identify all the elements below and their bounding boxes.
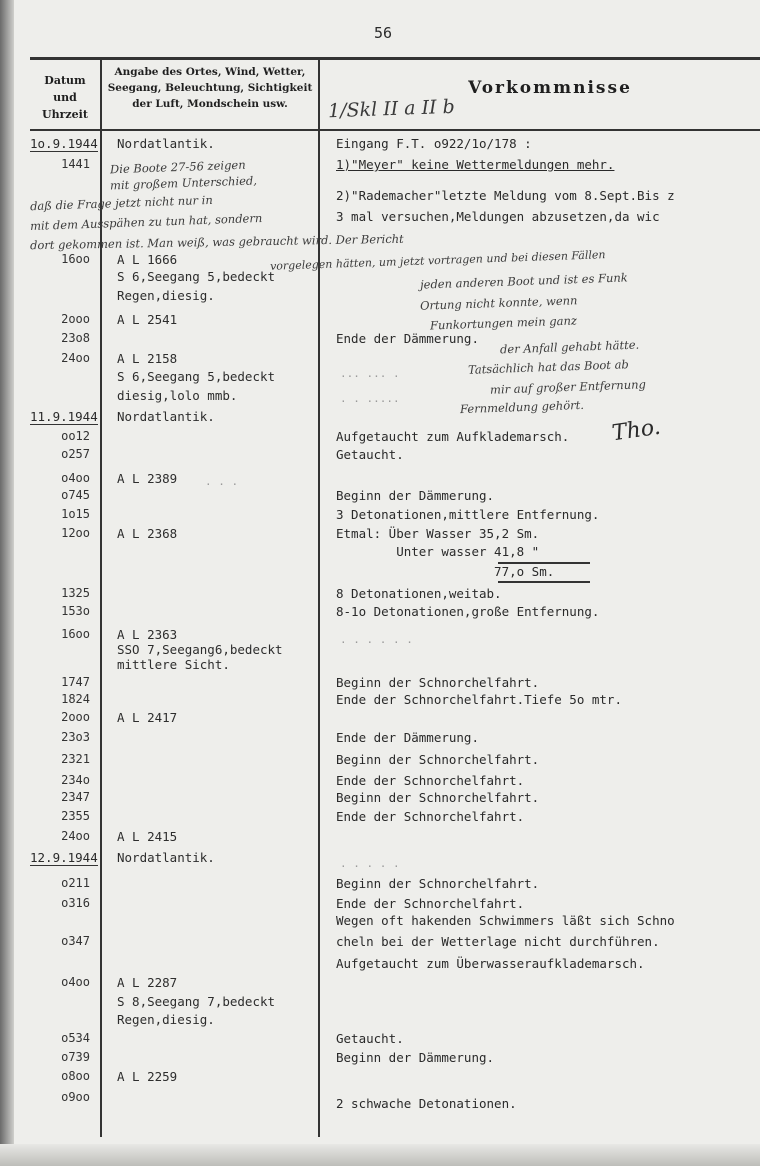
log-row — [0, 447, 760, 464]
row-time: o8oo — [61, 1069, 90, 1083]
row-time: 2ooo — [61, 710, 90, 724]
row-position: A L 2417 — [117, 710, 178, 725]
row-time: 1325 — [61, 586, 90, 600]
row-event: Unter wasser 41,8 " — [336, 544, 540, 559]
row-time: 2ooo — [61, 312, 90, 326]
table-top-rule — [30, 57, 760, 60]
row-position: SSO 7,Seegang6,bedeckt — [117, 642, 283, 657]
row-event: Aufgetaucht zum Überwasseraufklademarsch. — [336, 956, 645, 971]
handwritten-note-right: Fernmeldung gehört. — [459, 397, 585, 417]
bleed-through-mark: · · · — [205, 478, 239, 491]
log-row — [0, 564, 760, 581]
log-row — [0, 934, 760, 951]
row-event: Beginn der Schnorchelfahrt. — [336, 752, 540, 767]
row-time: o316 — [61, 896, 90, 910]
bleed-through-mark: · · · · · · — [340, 636, 413, 649]
row-event: Ende der Schnorchelfahrt. — [336, 896, 525, 911]
log-row — [0, 1090, 760, 1111]
handwritten-note-left: dort gekommen ist. Man weiß, was gebraucht wird. Der Bericht — [29, 231, 404, 253]
log-row — [0, 526, 760, 543]
log-row — [0, 586, 760, 603]
row-date: 11.9.1944 — [30, 409, 98, 424]
row-time: 23o3 — [61, 730, 90, 744]
row-position: A L 2415 — [117, 829, 178, 844]
header-date-line-1: Datum — [44, 74, 86, 87]
sum-underline — [498, 581, 590, 583]
log-row — [0, 710, 760, 727]
row-position: A L 2287 — [117, 975, 178, 990]
row-time: o739 — [61, 1050, 90, 1064]
row-event: Getaucht. — [336, 1031, 404, 1046]
row-event: Beginn der Schnorchelfahrt. — [336, 876, 540, 891]
row-time: 1441 — [61, 157, 90, 171]
row-event: Eingang F.T. o922/1o/178 : — [336, 136, 532, 151]
row-position: Nordatlantik. — [117, 136, 215, 151]
row-position: A L 2541 — [117, 312, 178, 327]
row-time: 23o8 — [61, 331, 90, 345]
row-position: Regen,diesig. — [117, 288, 215, 303]
log-row — [0, 692, 760, 709]
row-position: S 6,Seegang 5,bedeckt — [117, 369, 276, 384]
header-events: Vorkommnisse — [468, 78, 632, 98]
row-event: Wegen oft hakenden Schwimmers läßt sich Schno — [336, 913, 675, 928]
header-date-line-2: und — [53, 91, 77, 104]
row-event: 2 schwache Detonationen. — [336, 1096, 517, 1111]
row-position: Regen,diesig. — [117, 1012, 215, 1027]
row-event: Getaucht. — [336, 447, 404, 462]
handwritten-note-right: Ortung nicht konnte, wenn — [419, 293, 578, 313]
row-position: diesig,lolo mmb. — [117, 388, 238, 403]
row-event: Beginn der Schnorchelfahrt. — [336, 675, 540, 690]
handwritten-note-right: jeden anderen Boot und ist es Funk — [419, 270, 628, 292]
header-bottom-rule — [30, 129, 760, 131]
header-location-weather — [102, 64, 318, 112]
log-row — [0, 809, 760, 826]
handwritten-note-right: mir auf großer Entfernung — [489, 377, 647, 397]
row-time: 12oo — [61, 526, 90, 540]
row-time: o347 — [61, 934, 90, 948]
header-location-line-1: Angabe des Ortes, Wind, Wetter, — [114, 66, 306, 78]
row-time: o745 — [61, 488, 90, 502]
row-time: 16oo — [61, 252, 90, 266]
handwritten-signature: Tho. — [610, 414, 663, 447]
log-row — [0, 331, 760, 348]
row-position: A L 2158 — [117, 351, 178, 366]
handwritten-note-left: Die Boote 27-56 zeigen — [109, 157, 246, 177]
bleed-through-mark: ··· ··· · — [340, 370, 400, 383]
header-date-time — [34, 72, 96, 123]
log-row — [0, 544, 760, 561]
log-row — [0, 657, 760, 674]
row-date: 1o.9.1944 — [30, 136, 98, 151]
row-time: 153o — [61, 604, 90, 618]
row-event: 2)"Rademacher"letzte Meldung vom 8.Sept.Bis z — [336, 188, 675, 203]
row-event: Ende der Dämmerung. — [336, 331, 479, 346]
row-event: 8 Detonationen,weitab. — [336, 586, 502, 601]
row-time: 1o15 — [61, 507, 90, 521]
row-event: 8-1o Detonationen,große Entfernung. — [336, 604, 600, 619]
log-row — [0, 1031, 760, 1048]
bleed-through-mark: · · ····· — [340, 395, 400, 408]
row-position: mittlere Sicht. — [117, 657, 230, 672]
row-position: A L 2389 — [117, 471, 178, 486]
row-position: S 8,Seegang 7,bedeckt — [117, 994, 276, 1009]
row-position: S 6,Seegang 5,bedeckt — [117, 269, 276, 284]
log-row — [0, 913, 760, 930]
row-event: Ende der Schnorchelfahrt.Tiefe 5o mtr. — [336, 692, 622, 707]
row-time: 16oo — [61, 627, 90, 641]
row-time: oo12 — [61, 429, 90, 443]
log-row — [0, 351, 760, 368]
header-location-line-2: Seegang, Beleuchtung, Sichtigkeit — [107, 82, 313, 94]
log-row — [0, 752, 760, 769]
row-time: 1824 — [61, 692, 90, 706]
log-row — [0, 730, 760, 747]
row-event: 3 mal versuchen,Meldungen abzusetzen,da wic — [336, 209, 660, 224]
row-time: 2347 — [61, 790, 90, 804]
row-position: Nordatlantik. — [117, 409, 215, 424]
row-event: 3 Detonationen,mittlere Entfernung. — [336, 507, 600, 522]
sum-rule — [498, 562, 590, 564]
log-row — [0, 288, 760, 305]
row-event: 77,o Sm. — [336, 564, 555, 579]
log-row — [0, 1050, 760, 1067]
row-position: A L 2368 — [117, 526, 178, 541]
row-event: Beginn der Dämmerung. — [336, 488, 495, 503]
log-row — [0, 790, 760, 807]
row-event: Ende der Schnorchelfahrt. — [336, 809, 525, 824]
row-event: Ende der Dämmerung. — [336, 730, 479, 745]
header-handwritten-note: 1/Skl II a II b — [327, 95, 456, 123]
log-row — [0, 136, 760, 153]
row-position: Nordatlantik. — [117, 850, 215, 865]
page-number: 56 — [374, 24, 393, 42]
row-time: 2321 — [61, 752, 90, 766]
handwritten-note-left: mit großem Unterschied, — [109, 173, 258, 193]
row-time: o257 — [61, 447, 90, 461]
log-row — [0, 675, 760, 692]
log-row — [0, 312, 760, 329]
log-row — [0, 1069, 760, 1086]
row-event: Beginn der Dämmerung. — [336, 1050, 495, 1065]
row-position: A L 1666 — [117, 252, 178, 267]
row-time: o211 — [61, 876, 90, 890]
header-location-line-3: der Luft, Mondschein usw. — [132, 98, 288, 110]
log-row — [0, 994, 760, 1011]
row-time: 24oo — [61, 351, 90, 365]
log-row — [0, 896, 760, 913]
log-row — [0, 876, 760, 893]
handwritten-note-right: vorgelegen hätten, um jetzt vortragen und bei diesen Fällen — [269, 248, 606, 273]
row-event: cheln bei der Wetterlage nicht durchführen. — [336, 934, 660, 949]
scan-bottom-shadow — [0, 1144, 760, 1166]
header-date-line-3: Uhrzeit — [42, 108, 88, 121]
bleed-through-mark: · · · · · — [340, 860, 400, 873]
row-time: 1747 — [61, 675, 90, 689]
log-row — [0, 488, 760, 505]
row-event: Beginn der Schnorchelfahrt. — [336, 790, 540, 805]
log-row — [0, 975, 760, 992]
log-row — [0, 604, 760, 621]
row-time: 2355 — [61, 809, 90, 823]
row-time: o4oo — [61, 471, 90, 485]
handwritten-note-right: Funkortungen mein ganz — [429, 313, 578, 333]
row-event: Etmal: Über Wasser 35,2 Sm. — [336, 526, 540, 541]
row-position: A L 2259 — [117, 1069, 178, 1084]
row-time: 234o — [61, 773, 90, 787]
row-position: A L 2363 — [117, 627, 178, 642]
log-row — [0, 471, 760, 488]
row-event: 1)"Meyer" keine Wettermeldungen mehr. — [336, 157, 615, 172]
log-row — [0, 829, 760, 846]
row-time: o534 — [61, 1031, 90, 1045]
row-time: o9oo — [61, 1090, 90, 1104]
handwritten-note-right: der Anfall gehabt hätte. — [499, 337, 640, 357]
row-date: 12.9.1944 — [30, 850, 98, 865]
handwritten-note-left: mit dem Ausspähen zu tun hat, sondern — [29, 210, 263, 234]
log-row — [0, 773, 760, 790]
log-row — [0, 507, 760, 524]
handwritten-note-right: Tatsächlich hat das Boot ab — [467, 357, 630, 377]
row-time: 24oo — [61, 829, 90, 843]
handwritten-note-left: daß die Frage jetzt nicht nur in — [29, 192, 214, 214]
row-event: Aufgetaucht zum Aufklademarsch. — [336, 429, 570, 444]
row-event: Ende der Schnorchelfahrt. — [336, 773, 525, 788]
row-time: o4oo — [61, 975, 90, 989]
log-row — [0, 269, 760, 286]
log-row — [0, 1012, 760, 1029]
log-row — [0, 956, 760, 973]
